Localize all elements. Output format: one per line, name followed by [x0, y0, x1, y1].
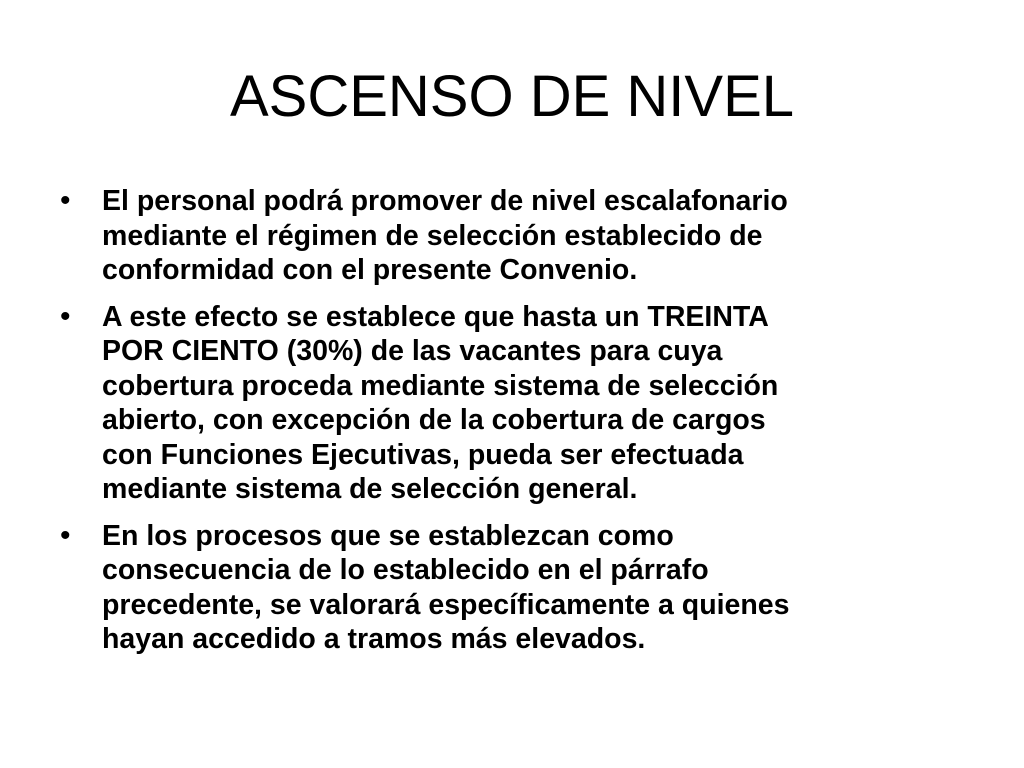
bullet-3-line-2: consecuencia de lo establecido en el párrafo — [102, 554, 709, 586]
bullet-item-3 — [60, 519, 960, 657]
bullet-3-line-3: precedente, se valorará específicamente a quienes — [102, 588, 790, 621]
bullet-dot-icon: • — [60, 299, 71, 333]
bullet-2-line-6: mediante sistema de selección general. — [102, 473, 638, 505]
bullet-2-line-5: con Funciones Ejecutivas, pueda ser efectuada — [102, 438, 744, 471]
slide-title: ASCENSO DE NIVEL — [229, 64, 795, 129]
bullet-2-line-4: abierto, con excepción de la cobertura de cargos — [102, 404, 766, 436]
bullet-item-2 — [60, 300, 960, 507]
bullet-1-line-1: El personal podrá promover de nivel escalafonario — [102, 185, 788, 217]
bullet-list — [60, 184, 960, 669]
bullet-1-line-2: mediante el régimen de selección establecido de — [102, 219, 763, 252]
bullet-item-1 — [60, 184, 960, 288]
bullet-dot-icon: • — [60, 518, 71, 552]
bullet-dot-icon: • — [60, 184, 71, 217]
bullet-2-line-2: POR CIENTO (30%) de las vacantes para cuya — [102, 335, 723, 367]
bullet-3-line-1: En los procesos que se establezcan como — [102, 519, 674, 552]
bullet-1-line-3: conformidad con el presente Convenio. — [102, 254, 638, 286]
bullet-3-line-4: hayan accedido a tramos más elevados. — [102, 623, 646, 655]
bullet-2-line-3: cobertura proceda mediante sistema de selección — [102, 369, 779, 402]
bullet-2-line-1: A este efecto se establece que hasta un TREINTA — [102, 300, 769, 333]
